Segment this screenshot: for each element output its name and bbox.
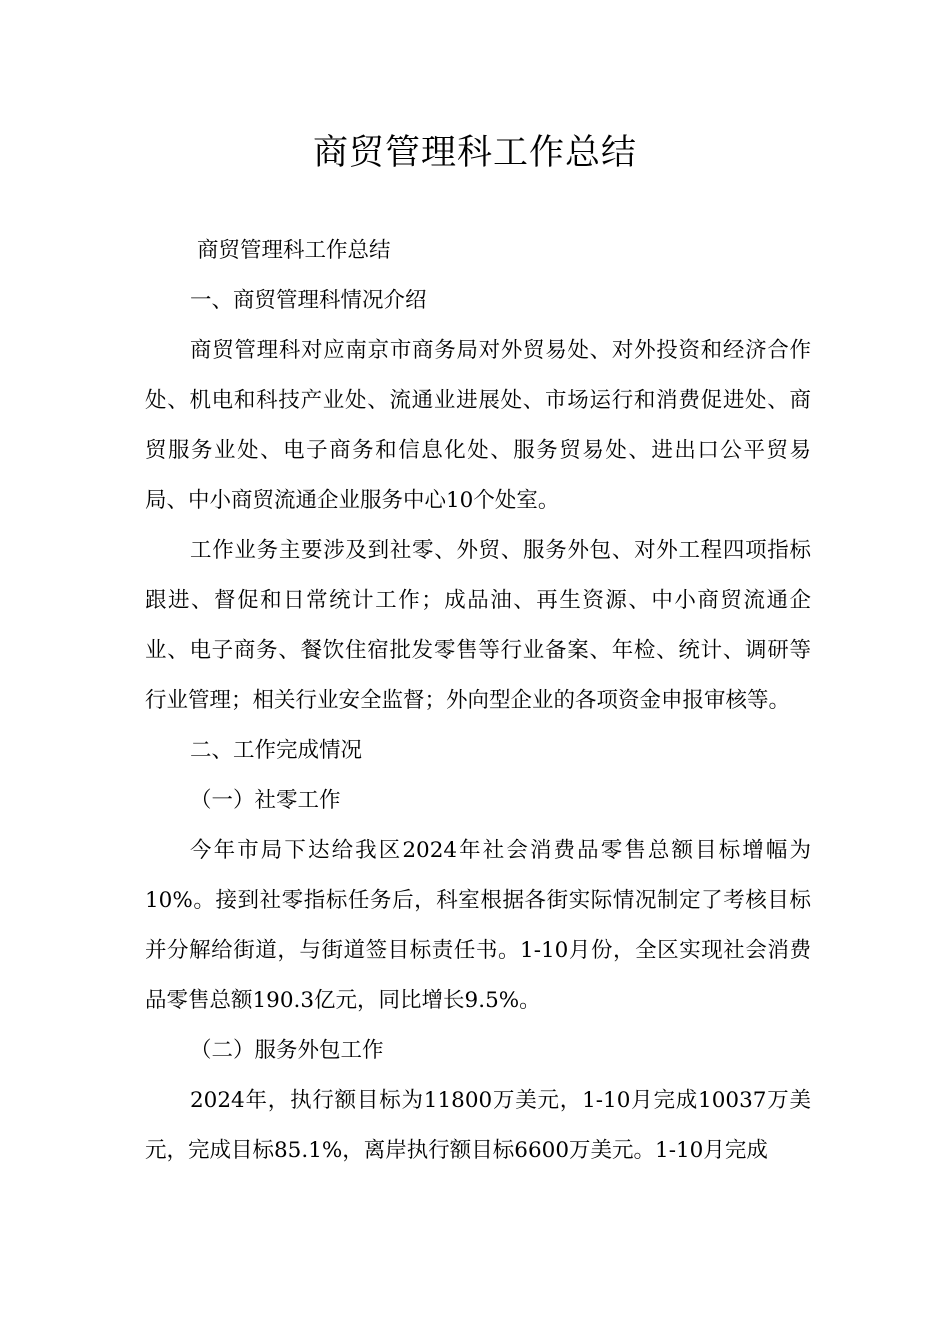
document-body (145, 226, 811, 1176)
paragraph-intro: 商贸管理科对应南京市商务局对外贸易处、对外投资和经济合作处、机电和科技产业处、流通业进展处、市场运行和消费促进处、商贸服务业处、电子商务和信息化处、服务贸易处、进出口公平贸易局、中小商贸流通企业服务中心10个处室。 (145, 338, 811, 513)
subsection-heading-retail: （一）社零工作 (190, 788, 341, 813)
paragraph-retail: 今年市局下达给我区2024年社会消费品零售总额目标增幅为10%。接到社零指标任务后，科室根据各街实际情况制定了考核目标并分解给街道，与街道签目标责任书。1-10月份，全区实现社会消费品零售总额190.3亿元，同比增长9.5%。 (145, 838, 811, 1013)
paragraph-outsourcing: 2024年，执行额目标为11800万美元，1-10月完成10037万美元，完成目标85.1%，离岸执行额目标6600万美元。1-10月完成 (145, 1088, 811, 1163)
section-heading-1: 一、商贸管理科情况介绍 (190, 288, 427, 313)
document-title: 商贸管理科工作总结 (312, 133, 637, 173)
paragraph-scope: 工作业务主要涉及到社零、外贸、服务外包、对外工程四项指标跟进、督促和日常统计工作；成品油、再生资源、中小商贸流通企业、电子商务、餐饮住宿批发零售等行业备案、年检、统计、调研等行业管理；相关行业安全监督；外向型企业的各项资金申报审核等。 (145, 538, 811, 713)
section-heading-2: 二、工作完成情况 (190, 738, 363, 763)
subsection-heading-outsourcing: （二）服务外包工作 (190, 1038, 384, 1063)
paragraph-subtitle: 商贸管理科工作总结 (197, 238, 391, 263)
